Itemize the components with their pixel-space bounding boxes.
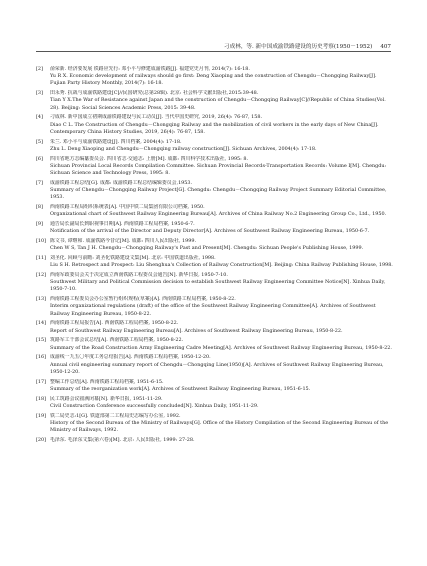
reference-line: Southwest Military and Political Commission decision to establish Southwest Railway Engineering Committee Notice[N]. Xinhua Daily, <box>50 279 386 286</box>
reference-number: [11] <box>36 255 47 262</box>
reference-line: 1950-7-10. <box>50 286 77 293</box>
reference-item <box>36 90 393 112</box>
reference-line: 西南铁路工程委员会办公室暂行组织规程(草案)[A]. 西南铁路工程局档案, 1950-8-22. <box>50 296 236 303</box>
reference-line: 通告局长副局长到职视事日期[A]. 西南铁路工程局档案, 1950-6-7. <box>50 221 195 228</box>
reference-line: Summary of Chengdu－Chongqing Railway Project[G]. Chengdu: Chengdu－Chongqing Railway Project Summary Editorial Committee, <box>50 187 387 194</box>
reference-line: Notification of the arrival of the Director and Deputy Director[A]. Archives of Southwest Railway Engineering Bureau, 1950-6-7. <box>50 228 370 235</box>
reference-text <box>50 204 393 218</box>
reference-number: [20] <box>36 436 47 443</box>
reference-line: Contemporary China History Studies, 2019, 26(4): 76-87, 158. <box>50 128 205 135</box>
reference-line: Organizational chart of Southwest Railway Engineering Bureau[A]. Archives of China Railway No.2 Engineering Group Co., Ltd., 1950. <box>50 211 387 218</box>
reference-line: Railway Engineering Bureau, 1950-8-22. <box>50 310 152 317</box>
reference-number: [13] <box>36 296 47 303</box>
reference-number: [8] <box>36 204 43 211</box>
reference-line: 整编工作总结[A]. 西南铁路工程局档案, 1951-6-15. <box>50 378 164 385</box>
reference-item <box>36 296 393 318</box>
reference-line: Annual civil engineering summary report of Chengdu－Chongqing Line(1950)[A]. Archives of Southwest Railway Engineering Bureau, <box>50 361 384 368</box>
reference-item <box>36 354 393 376</box>
reference-number: [3] <box>36 90 43 97</box>
reference-line: 筑路军工干部会议总结[A]. 西南铁路工程局档案, 1950-8-22. <box>50 337 184 344</box>
reference-item <box>36 139 393 153</box>
reference-text <box>50 221 393 235</box>
reference-number: [17] <box>36 378 47 385</box>
reference-line: Civil Construction Conference successfully concluded[N]. Xinhua Daily, 1951-11-29. <box>50 402 259 409</box>
reference-text <box>50 354 393 376</box>
reference-line: Summary of the Road Construction Army Engineering Cadre Meeting[A]. Archives of Southwest Railway Engineering Bureau, 1950-8-22. <box>50 344 392 351</box>
reference-line: 西南军政委员会关于决定成立西南铁路工程委员会通告[N]. 新华日报, 1950-7-10. <box>50 272 228 279</box>
reference-line: Chen W S, Tan J H. Chengdu－Chongqing Railway's Past and Present[M]. Chengdu: Sichuan People's Publishing House, 1999. <box>50 245 364 252</box>
reference-line: 朱兰. 邓小平与成渝铁路建设[J]. 四川档案, 2004(4): 17-18. <box>50 138 182 145</box>
reference-item <box>36 156 393 178</box>
reference-line: 成渝铁路工程总结[G]. 成都: 成渝铁路工程总结编辑委员会,1953. <box>50 179 193 186</box>
reference-item <box>36 320 393 334</box>
reference-text <box>50 156 393 178</box>
reference-text <box>50 396 393 410</box>
reference-text <box>50 255 393 269</box>
reference-item <box>36 413 393 435</box>
reference-text <box>50 272 393 294</box>
reference-line: Ministry of Railways, 1992. <box>50 427 119 434</box>
reference-item <box>36 66 393 88</box>
reference-item <box>36 180 393 202</box>
reference-number: [9] <box>36 221 43 228</box>
reference-line: 成渝线一九五〇年度工务总结报告[A]. 西南铁路工程局档案, 1950-12-20. <box>50 354 211 361</box>
reference-text <box>50 139 393 153</box>
reference-line: Fujian Party History Monthly, 2014(7): 16-18. <box>50 80 163 87</box>
reference-line: Tian Y X.The War of Resistance against Japan and the construction of Chengdu－Chongqing Railway[C]//Republic of China Studies(Vol. <box>50 97 386 104</box>
reference-item <box>36 396 393 410</box>
reference-line: Summary of the reorganization work[A]. Archives of Southwest Railway Engineering Bureau, 1951-6-15. <box>50 385 311 392</box>
reference-line: History of the Second Bureau of the Ministry of Railways[G]. Office of the History Compilation of the Second Engineering Bureau of the <box>50 419 389 426</box>
reference-item <box>36 272 393 294</box>
reference-text <box>50 337 393 351</box>
reference-item <box>36 114 393 136</box>
reference-line: 刘圣化. 回顾与前瞻: 刘圣化铁路建设文集[M]. 北京: 中国铁道出版社, 1998. <box>50 255 216 262</box>
reference-line: 西南铁路工程局组织系统表[A]. 中国中铁二局集团有限公司档案, 1950. <box>50 204 205 211</box>
reference-item <box>36 337 393 351</box>
reference-line: Liu S H. Retrospect and Prospect: Liu Shenghua's Collection of Railway Construction[M]. Beijing: China Railway Publishing House, 1998. <box>50 262 393 269</box>
reference-item <box>36 437 393 444</box>
reference-line: Sichuan Provincial Local Records Compilation Committee. Sichuan Provincial Records-Transportation Records: Volume I[M]. Chengdu: <box>50 162 387 169</box>
reference-number: [4] <box>36 114 43 121</box>
reference-number: [2] <box>36 66 43 72</box>
reference-line: 1950-12-20. <box>50 368 80 375</box>
running-header <box>36 42 391 50</box>
reference-number: [12] <box>36 272 47 279</box>
reference-line: Report of Southwest Railway Engineering Bureau[A]. Archives of Southwest Railway Engineering Bureau, 1950-8-22. <box>50 327 343 334</box>
reference-text <box>50 238 393 252</box>
page-number: 407 <box>380 44 391 50</box>
reference-text <box>50 180 393 202</box>
reference-text <box>50 296 393 318</box>
reference-number: [18] <box>36 395 47 402</box>
reference-number: [10] <box>36 238 47 245</box>
reference-line: 陈文书, 谭继和. 成渝铁路今昔记[M]. 成都: 四川人民出版社, 1999. <box>50 238 197 245</box>
reference-line: Zhu L. Deng Xiaoping and Chengdu－Chongqing railway construction[J]. Sichuan Archives, 2004(4): 17-18. <box>50 145 317 152</box>
reference-line: Diao C L. The Construction of Chengdu－Chongqing Railway and the mobilization of civil workers in the early days of New China[J]. <box>50 121 379 128</box>
reference-text <box>50 413 393 435</box>
reference-line: 刁成林. 新中国成立初期成渝铁路建设与民工动员[J]. 当代中国史研究, 2019, 26(4): 76-87, 158. <box>50 114 263 121</box>
reference-text <box>50 114 393 136</box>
reference-number: [15] <box>36 337 47 344</box>
reference-text <box>50 379 393 393</box>
reference-text <box>50 66 393 88</box>
reference-item <box>36 204 393 218</box>
running-title: 刁成林，等. 新中国成渝铁路建设的历史考察(1950－1952) <box>224 44 373 50</box>
reference-line: Sichuan Science and Technology Press, 1995: 8. <box>50 170 170 177</box>
reference-line: 1953. <box>50 194 65 201</box>
reference-item <box>36 379 393 393</box>
reference-number: [6] <box>36 155 43 162</box>
reference-line: 毛泽东. 毛泽东文集(第六卷)[M]. 北京: 人民出版社, 1999: 27-28. <box>50 436 195 443</box>
reference-text <box>50 90 393 112</box>
reference-item <box>36 255 393 269</box>
reference-number: [14] <box>36 320 47 327</box>
reference-line: 28). Beijing: Social Sciences Academic Press, 2015: 39-48. <box>50 104 196 111</box>
reference-line: 田永秀. 抗战与成渝铁路建设[C]//民国研究(总第28辑). 北京: 社会科学文献出版社,2015:39-48. <box>50 90 259 97</box>
reference-text <box>50 437 393 444</box>
reference-line: 西南铁路工程局报告[A]. 西南铁路工程局档案, 1950-8-22. <box>50 320 179 327</box>
header-rule <box>36 51 391 52</box>
reference-line: Interim organizational regulations (draft) of the office of the Southwest Railway Engineering Committee[A]. Archives of Southwest <box>50 303 376 310</box>
reference-number: [7] <box>36 179 43 186</box>
reference-number: [16] <box>36 354 47 361</box>
reference-number: [19] <box>36 412 47 419</box>
reference-line: 铁二局史志:1[G]. 铁道部第二工程局史志编写办公室, 1992. <box>50 412 181 419</box>
reference-text <box>50 320 393 334</box>
reference-list <box>36 66 393 447</box>
reference-number: [5] <box>36 138 43 145</box>
reference-item <box>36 238 393 252</box>
reference-line: 民工筑路会议圆满闭幕[N]. 新华日报, 1951-11-29. <box>50 395 163 402</box>
reference-line: 四川省地方志编纂委员会. 四川省志·交通志: 上册[M]. 成都: 四川科学技术出版社, 1995: 8. <box>50 155 249 162</box>
reference-line: 俞荣新. 经济要发展 铁路应先行: 邓小平与修建成渝铁路[J]. 福建党史月刊, 2014(7): 16-18. <box>50 66 250 72</box>
reference-item <box>36 221 393 235</box>
reference-line: Yu R X. Economic development of railways should go first: Deng Xiaoping and the construction of Chengdu－Chongqing Railway[J]. <box>50 73 377 80</box>
